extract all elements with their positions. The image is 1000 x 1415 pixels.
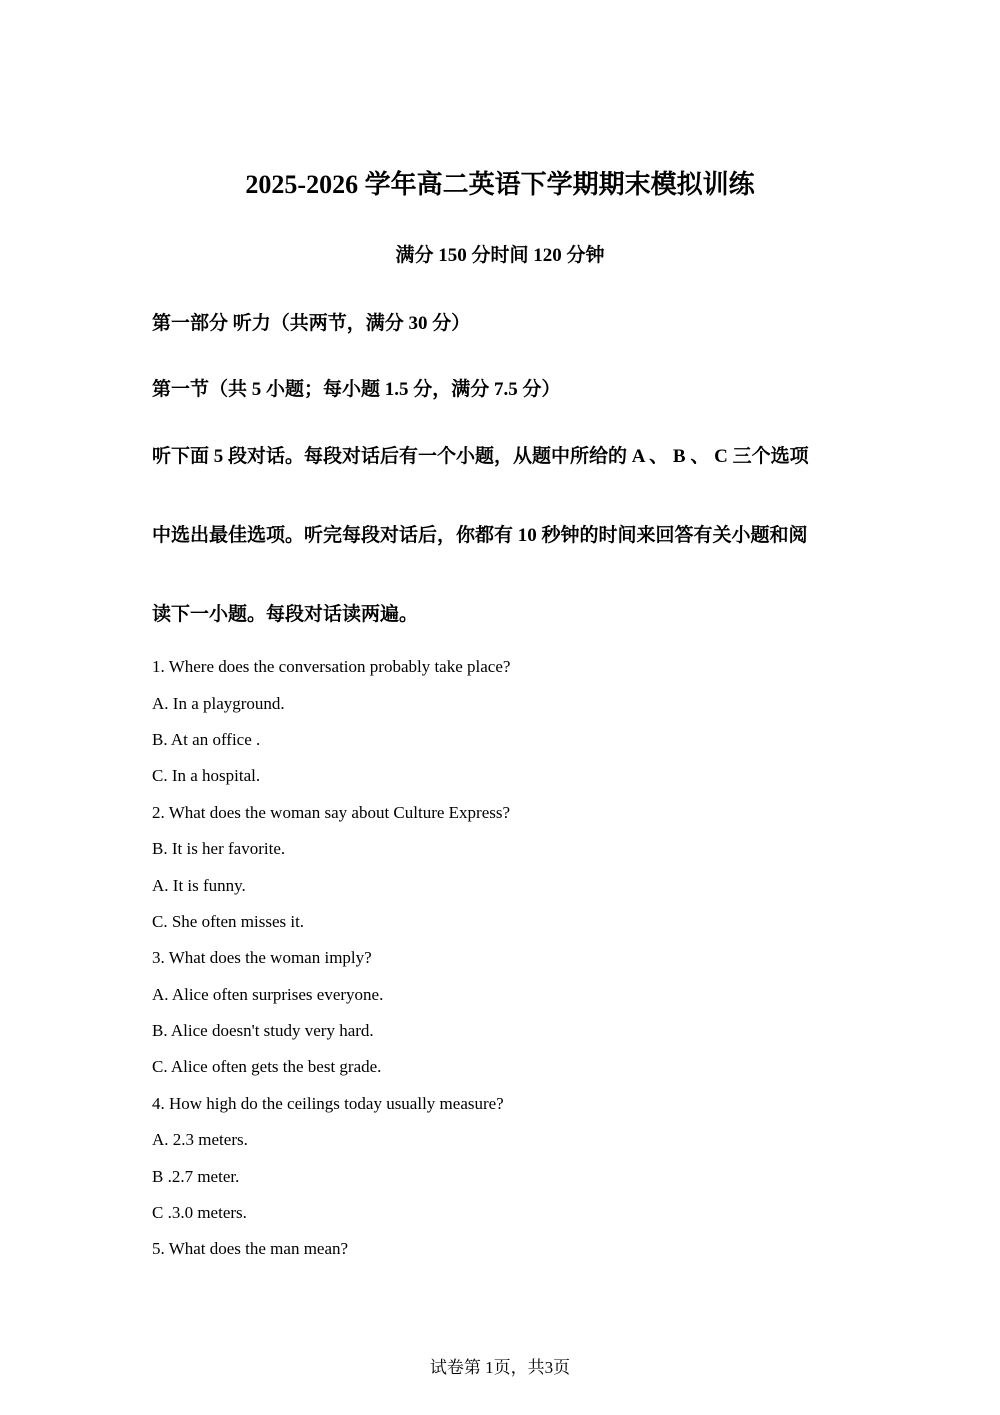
- question-4: 4. How high do the ceilings today usually measure?: [152, 1094, 504, 1113]
- option-line: A. It is funny.: [152, 876, 246, 895]
- option-line: C .3.0 meters.: [152, 1203, 247, 1222]
- option-line: B .2.7 meter.: [152, 1167, 240, 1186]
- question-1: 1. Where does the conversation probably take place?: [152, 657, 511, 676]
- option-line: C. Alice often gets the best grade.: [152, 1057, 382, 1076]
- part-heading: 第一部分 听力（共两节，满分 30 分）: [152, 313, 471, 334]
- score-time-subtitle: 满分 150 分时间 120 分钟: [395, 245, 605, 266]
- instruction-line: [152, 444, 846, 470]
- option-line: B. At an office .: [152, 730, 261, 749]
- instruction-text: 听下面 5 段对话。每段对话后有一个小题，从题中所给的 A 、 B 、 C 三个选项: [152, 446, 809, 467]
- page-footer: 试卷第 1页，共3页: [429, 1358, 571, 1377]
- question-5: 5. What does the man mean?: [152, 1239, 349, 1258]
- option-line: A. In a playground.: [152, 694, 285, 713]
- option-line: A. 2.3 meters.: [152, 1130, 248, 1149]
- option-line: B. It is her favorite.: [152, 839, 286, 858]
- page-title: 2025-2026 学年高二英语下学期期末模拟训练: [245, 170, 755, 199]
- question-2: 2. What does the woman say about Culture Express?: [152, 803, 511, 822]
- option-line: A. Alice often surprises everyone.: [152, 985, 384, 1004]
- option-line: C. She often misses it.: [152, 912, 305, 931]
- instruction-line: 读下一小题。每段对话读两遍。: [152, 604, 419, 625]
- question-3: 3. What does the woman imply?: [152, 948, 372, 967]
- option-line: C. In a hospital.: [152, 766, 261, 785]
- section-heading: 第一节（共 5 小题；每小题 1.5 分，满分 7.5 分）: [152, 379, 561, 400]
- option-line: B. Alice doesn't study very hard.: [152, 1021, 374, 1040]
- instruction-line: 中选出最佳选项。听完每段对话后，你都有 10 秒钟的时间来回答有关小题和阅: [152, 525, 808, 546]
